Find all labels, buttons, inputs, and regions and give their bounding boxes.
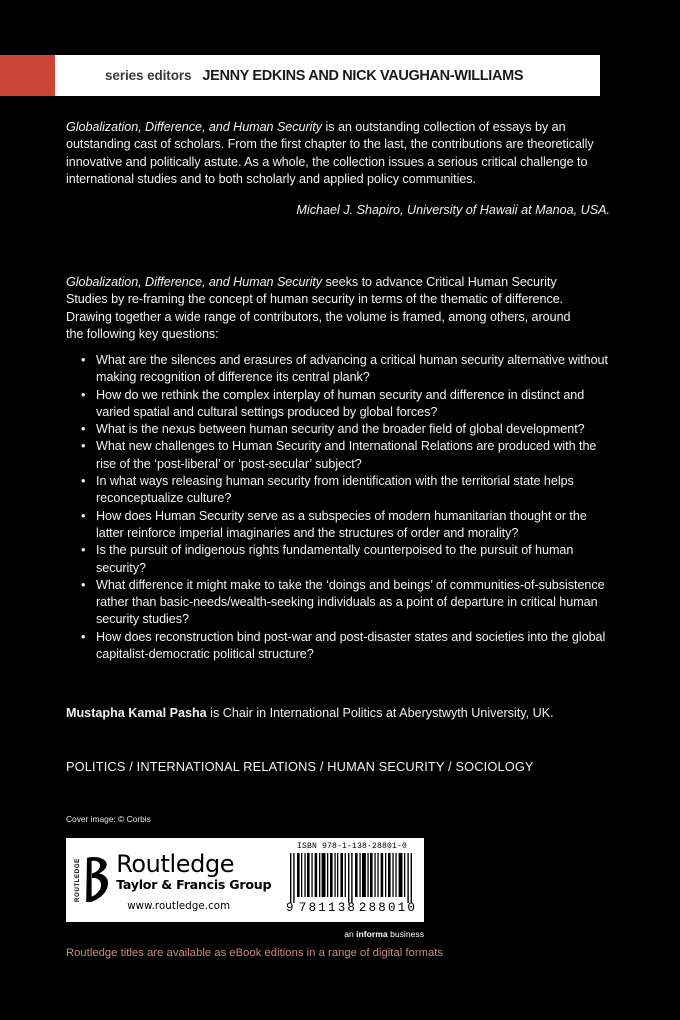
- bullet-icon: •: [81, 629, 86, 644]
- banner-accent-block: [0, 55, 55, 96]
- list-item: [66, 542, 614, 577]
- list-item: [66, 352, 614, 387]
- ean-left-group: 781138: [298, 901, 358, 915]
- ebook-availability-note: Routledge titles are available as eBook editions in a range of digital formats: [66, 947, 444, 959]
- bullet-icon: •: [81, 439, 86, 454]
- series-editors-banner: [0, 55, 600, 96]
- question-text: How does Human Security serve as a subspecies of modern humanitarian thought or the latter reinforce imperial imaginaries and the structures of order and morality?: [96, 508, 587, 540]
- list-item: [66, 577, 614, 629]
- bullet-icon: •: [81, 508, 86, 523]
- ean-right-group: 288010: [358, 901, 418, 915]
- endorsement-block: [66, 119, 612, 219]
- blurb-book-title: Globalization, Difference, and Human Security: [66, 275, 323, 289]
- bullet-icon: •: [81, 387, 86, 402]
- question-text: What are the silences and erasures of advancing a critical human security alternative without making recognition of difference its central plank?: [96, 353, 608, 385]
- bullet-icon: •: [81, 577, 86, 592]
- key-questions-list: [66, 352, 614, 663]
- question-text: In what ways releasing human security from identification with the territorial state helps reconceptualize culture?: [96, 474, 574, 506]
- blurb-text: [66, 274, 576, 343]
- question-text: How do we rethink the complex interplay of human security and difference in distinct and varied spatial and cultural settings produced by global forces?: [96, 387, 585, 419]
- series-editors-label: series editors: [105, 68, 192, 83]
- list-item: [66, 387, 614, 422]
- author-bio: [66, 705, 614, 722]
- endorsement-text: [66, 119, 612, 188]
- informa-line: [0, 929, 424, 939]
- question-text: What is the nexus between human security and the broader field of global development?: [96, 422, 585, 437]
- barcode-bars: [288, 853, 416, 903]
- blurb-block: [66, 274, 576, 343]
- banner-text-area: [55, 55, 600, 96]
- endorsement-attribution: Michael J. Shapiro, University of Hawaii at Manoa, USA.: [296, 203, 610, 218]
- question-text: How does reconstruction bind post-war and post-disaster states and societies into the global capitalist-democratic political structure?: [96, 629, 606, 662]
- informa-prefix: an: [344, 929, 357, 939]
- bullet-icon: •: [81, 543, 86, 558]
- publisher-name: Routledge: [116, 850, 235, 878]
- isbn-label: ISBN 978-1-138-28801-0: [296, 842, 408, 851]
- publisher-wordmark: [116, 848, 271, 912]
- isbn-barcode: [284, 842, 420, 918]
- ean-lead-digit: 9: [286, 901, 294, 915]
- informa-brand: informa: [356, 929, 388, 939]
- cover-image-credit: Cover image: © Corbis: [66, 814, 151, 824]
- routledge-vertical-label: ROUTLEDGE: [74, 858, 81, 902]
- subject-categories: POLITICS / INTERNATIONAL RELATIONS / HUMAN SECURITY / SOCIOLOGY: [66, 759, 534, 774]
- endorsement-book-title: Globalization, Difference, and Human Security: [66, 120, 323, 134]
- list-item: [66, 421, 614, 438]
- bullet-icon: •: [81, 353, 86, 367]
- publisher-imprint: Taylor & Francis Group: [116, 877, 272, 892]
- bullet-icon: •: [81, 422, 86, 437]
- routledge-r-mark-icon: [83, 856, 109, 904]
- series-editors-names: JENNY EDKINS AND NICK VAUGHAN-WILLIAMS: [202, 67, 524, 84]
- publisher-url: www.routledge.com: [127, 901, 231, 912]
- endorsement-body: is an outstanding collection of essays by an outstanding cast of scholars. From the first chapter to the last, the contributions are theoretically innovative and politically astute. As a whole, the collection issues a serious critical challenge to international studies and to both scholarly and applied policy communities.: [66, 120, 594, 186]
- routledge-logo: [66, 838, 271, 922]
- list-item: [66, 629, 614, 664]
- ean-digits: [286, 902, 418, 915]
- question-text: What difference it might make to take the ‘doings and beings’ of communities-of-subsistence rather than basic-needs/wealth-seeking individuals as a point of departure in critical human security studies?: [96, 577, 605, 627]
- list-item: [66, 438, 614, 473]
- question-text: Is the pursuit of indigenous rights fundamentally counterpoised to the pursuit of human security?: [96, 543, 574, 575]
- author-name: Mustapha Kamal Pasha: [66, 706, 207, 720]
- publisher-box: [66, 838, 424, 922]
- informa-suffix: business: [387, 929, 424, 939]
- list-item: [66, 473, 614, 508]
- question-text: What new challenges to Human Security and International Relations are produced with the rise of the ‘post-liberal’ or ‘post-secular’ subject?: [96, 439, 597, 471]
- blurb-body: seeks to advance Critical Human Security Studies by re-framing the concept of human security in terms of the thematic of difference. Drawing together a wide range of contributors, the volume is framed, among others, around the following key questions:: [66, 275, 571, 341]
- list-item: [66, 508, 614, 543]
- author-description: is Chair in International Politics at Aberystwyth University, UK.: [206, 706, 554, 720]
- bullet-icon: •: [81, 474, 86, 489]
